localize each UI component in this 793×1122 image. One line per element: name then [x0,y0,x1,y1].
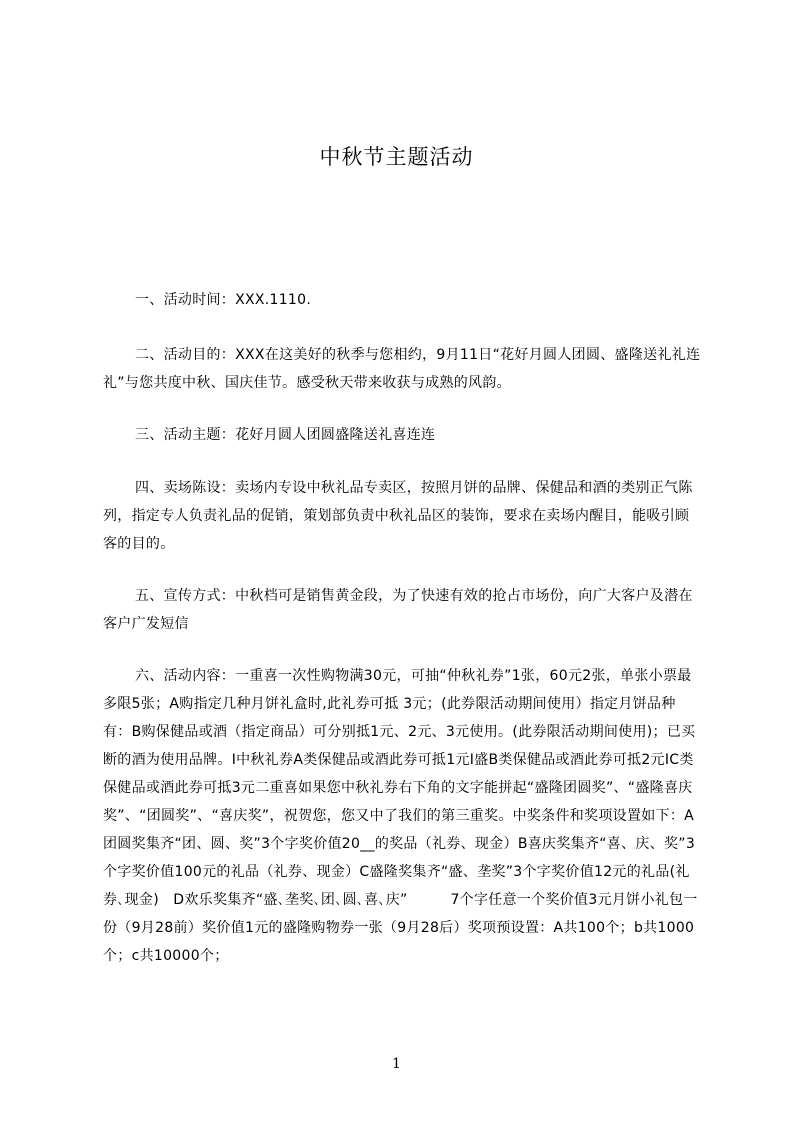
section-store-display: 四、卖场陈设：卖场内专设中秋礼品专卖区，按照月饼的品牌、保健品和酒的类别正气陈列，指定专人负责礼品的促销，策划部负责中秋礼品区的装饰，要求在卖场内醒目，能吸引顾客的目的。 [103,480,693,552]
section-promotion-method: 五、宣传方式：中秋档可是销售黄金段，为了快速有效的抢占市场份，向广大客户及潜在客户广发短信 [103,588,693,632]
section-activity-purpose: 二、活动目的：XXX在这美好的秋季与您相约，9月11日“花好月圆人团圆、盛隆送礼礼连礼”与您共度中秋、国庆佳节。感受秋天带来收获与成熟的风韵。 [103,347,701,391]
document-title: 中秋节主题活动 [319,145,474,169]
section-activity-time: 一、活动时间：XXX.1110. [135,292,312,308]
section-activity-content: 六、活动内容：一重喜一次性购物满30元，可抽“仲秋礼券”1张，60元2张，单张小票最多限5张；A购指定几种月饼礼盒时,此礼券可抵 3元；(此券限活动期间使用）指定月饼品种有：B购保健品或酒（指定商品）可分别抵1元、2元、3元使用。(此券限活动期间使用)；已买断的酒为使用品牌。I中秋礼券A类保健品或酒此券可抵1元I盛B类保健品或酒此券可抵2元IC类保健品或酒此券可抵3元二重喜如果您中秋礼券右下角的文字能拼起“盛隆团圆奖”、“盛隆喜庆奖”、“团圆奖”、“喜庆奖”，祝贺您，您又中了我们的第三重奖。中奖条件和奖项设置如下：A团圆奖集齐“团、圆、奖”3个字奖价值20__的奖品（礼券、现金）B喜庆奖集齐“喜、庆、奖”3个字奖价值100元的礼品（礼券、现金）C盛隆奖集齐“盛、垄奖”3个字奖价值12元的礼品(礼券､现金) D欢乐奖集齐“盛､垄奖､团､圆､喜､庆” 7个字任意一个奖价值3元月饼小礼包一份（9月28前）奖价值1元的盛隆购物券一张（9月28后）奖项预设置：A共100个；b共1000个；c共10000个； [103,668,698,964]
section-activity-theme: 三、活动主题：花好月圆人团圆盛隆送礼喜连连 [135,427,436,443]
page-number: 1 [392,1056,401,1072]
